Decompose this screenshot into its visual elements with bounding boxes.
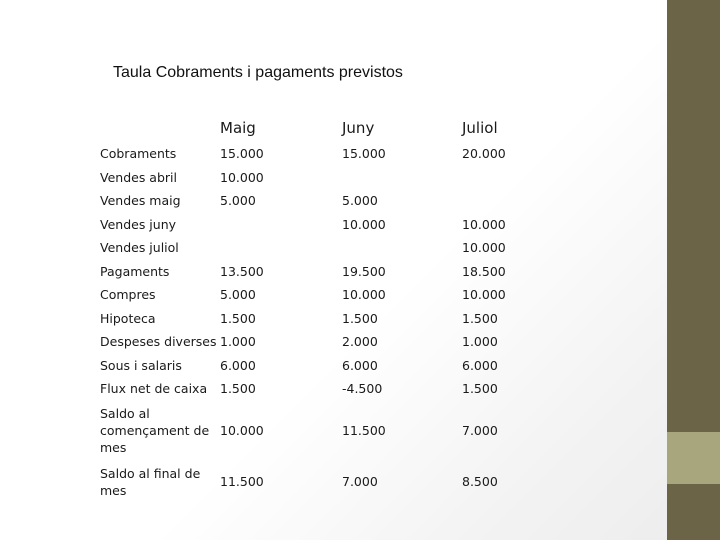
cell-value: 8.500 <box>462 474 498 489</box>
row-label: Vendes juliol <box>100 240 179 256</box>
cell-value: 13.500 <box>220 263 264 279</box>
cell-value: 1.500 <box>220 310 256 326</box>
cell-value: 15.000 <box>220 146 264 162</box>
header-cell-maig: Maig <box>220 119 256 137</box>
cell-value: 10.000 <box>462 287 506 303</box>
row-label: Sous i salaris <box>100 357 182 373</box>
table-row <box>100 354 540 378</box>
table-row <box>100 142 540 166</box>
cell-value: 11.500 <box>342 423 386 438</box>
table-row <box>100 189 540 213</box>
table-row <box>100 377 540 401</box>
cell-value: 6.000 <box>462 357 498 373</box>
cell-value: 5.000 <box>220 287 256 303</box>
cell-value: 15.000 <box>342 146 386 162</box>
header-cell-blank <box>100 114 220 142</box>
cell-value: 18.500 <box>462 263 506 279</box>
row-label: Pagaments <box>100 263 170 279</box>
cell-value: 10.000 <box>462 240 506 256</box>
cell-value: 11.500 <box>220 474 264 489</box>
cell-value <box>220 213 342 237</box>
row-label: Saldo al començament de mes <box>100 406 210 455</box>
cell-value <box>462 189 540 213</box>
cell-value: 1.500 <box>220 381 256 397</box>
cell-value: 10.000 <box>342 216 386 232</box>
cell-value <box>462 166 540 190</box>
cash-flow-table <box>100 114 540 503</box>
table-row <box>100 461 540 503</box>
cell-value: 1.500 <box>462 310 498 326</box>
row-label: Despeses diverses <box>100 334 217 350</box>
table-row <box>100 166 540 190</box>
cell-value: 10.000 <box>220 423 264 438</box>
row-label: Saldo al final de mes <box>100 465 201 498</box>
row-label: Vendes abril <box>100 169 177 185</box>
cell-value: 10.000 <box>220 169 264 185</box>
cell-value <box>342 166 462 190</box>
cell-value: 7.000 <box>462 423 498 438</box>
header-cell-juny: Juny <box>342 119 375 137</box>
cell-value: 19.500 <box>342 263 386 279</box>
table-row <box>100 307 540 331</box>
cell-value: 7.000 <box>342 474 378 489</box>
row-label: Cobraments <box>100 146 177 162</box>
cell-value: 1.500 <box>462 381 498 397</box>
row-label: Flux net de caixa <box>100 381 208 397</box>
row-label: Compres <box>100 287 156 303</box>
cell-value: 6.000 <box>220 357 256 373</box>
cell-value <box>342 236 462 260</box>
table-header-row <box>100 114 540 142</box>
cell-value: 5.000 <box>220 193 256 209</box>
table-row <box>100 213 540 237</box>
row-label: Vendes maig <box>100 193 181 209</box>
table-row <box>100 401 540 461</box>
cell-value: 1.500 <box>342 310 378 326</box>
row-label: Vendes juny <box>100 216 177 232</box>
cell-value: 20.000 <box>462 146 506 162</box>
cell-value: 6.000 <box>342 357 378 373</box>
cell-value: 5.000 <box>342 193 378 209</box>
cell-value: 2.000 <box>342 334 378 350</box>
page-title: Taula Cobraments i pagaments previstos <box>113 64 403 81</box>
cell-value <box>220 236 342 260</box>
sidebar-accent-block <box>667 432 720 484</box>
cell-value: -4.500 <box>342 381 383 397</box>
cell-value: 10.000 <box>342 287 386 303</box>
table-row <box>100 236 540 260</box>
table-row <box>100 260 540 284</box>
cell-value: 1.000 <box>220 334 256 350</box>
row-label: Hipoteca <box>100 310 156 326</box>
table-row <box>100 330 540 354</box>
table-row <box>100 283 540 307</box>
cell-value: 10.000 <box>462 216 506 232</box>
header-cell-juliol: Juliol <box>462 119 498 137</box>
cell-value: 1.000 <box>462 334 498 350</box>
